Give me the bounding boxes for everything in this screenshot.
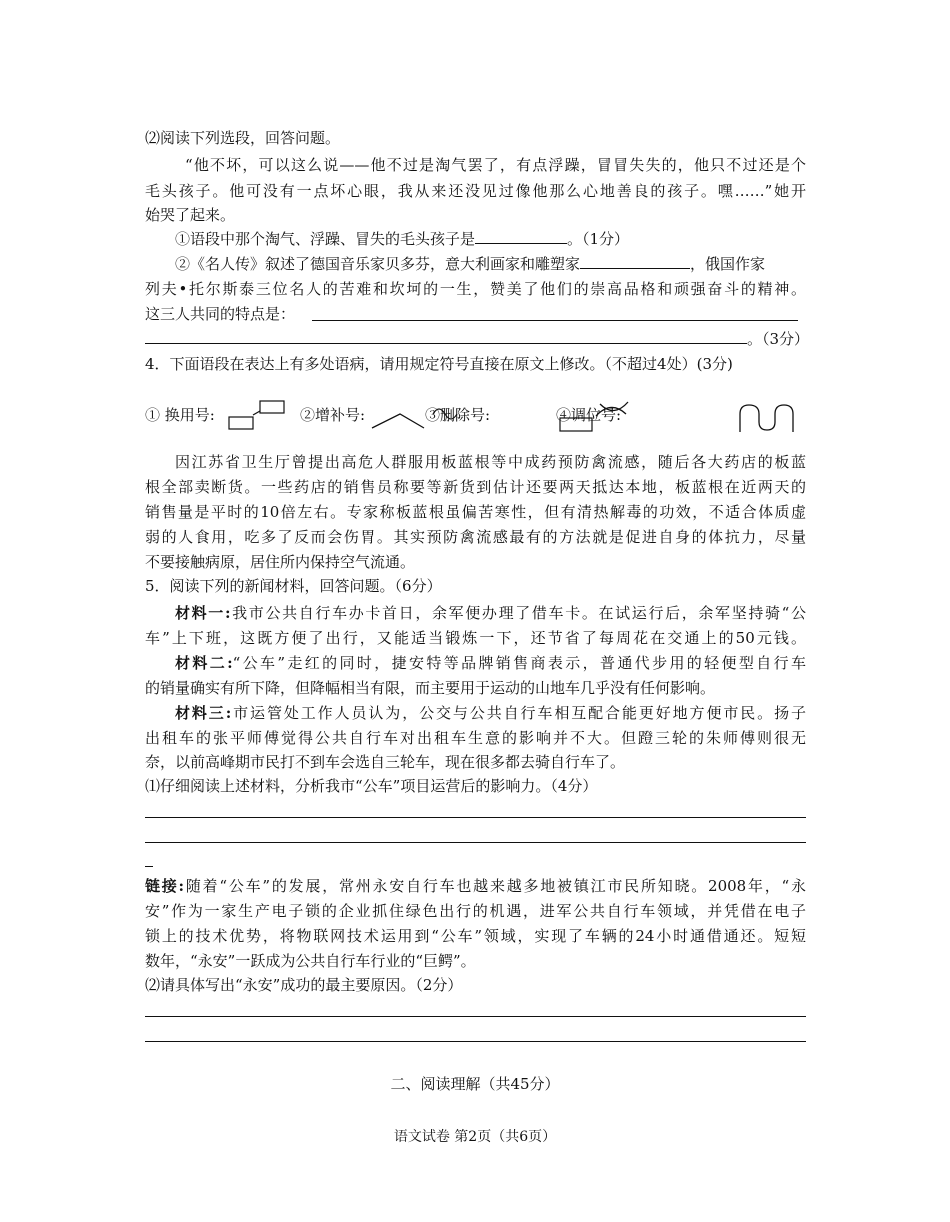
swap-mark-icon xyxy=(556,396,636,434)
link-line-2: 安”作为一家生产电子锁的企业抓住绿色出行的机遇，进军公共自行车领域，并凭借在电子 xyxy=(145,902,806,920)
link-line-1 xyxy=(145,876,806,896)
link-line-4: 数年，“永安”一跃成为公共自行车行业的“巨鳄”。 xyxy=(145,952,476,970)
answer-line-3b[interactable] xyxy=(145,329,747,344)
quote-line-1: “他不坏，可以这么说——他不过是淘气罢了，有点浮躁，冒冒失失的，他只不过还是个 xyxy=(185,156,806,174)
answer-line-5e[interactable] xyxy=(145,1041,806,1042)
link-line-3: 锁上的技术优势，将物联网技术运用到“公车”领域，实现了车辆的24小时通借通还。短短 xyxy=(145,927,806,945)
q3-2-sub1 xyxy=(175,229,629,249)
answer-blank-2[interactable] xyxy=(580,254,690,269)
material-1-line-1 xyxy=(175,603,806,623)
material-2-text: “公车”走红的同时，捷安特等品牌销售商表示，普通代步用的轻便型自行车 xyxy=(232,654,806,672)
symbol-add-label: ②增补号: xyxy=(300,406,366,424)
q3-2-sub2-line2: 列夫•托尔斯泰三位名人的苦难和坎坷的一生，赞美了他们的崇高品格和顽强奋斗的精神。 xyxy=(145,280,806,298)
answer-line-5b[interactable] xyxy=(145,842,806,843)
transpose-curve-icon xyxy=(735,400,799,434)
sub2-prompt: ②《名人传》叙述了德国音乐家贝多芬，意大利画家和雕塑家 xyxy=(175,255,581,273)
q4-para-line-4: 弱的人食用，吃多了反而会伤胃。其实预防禽流感最有的方法就是促进自身的体抗力，尽量 xyxy=(145,528,806,546)
sub2-prompt-cont: ，俄国作家 xyxy=(690,255,766,273)
symbol-swap-label: ④调位号: xyxy=(556,406,622,424)
answer-line-5a[interactable] xyxy=(145,817,806,818)
answer-line-5c[interactable] xyxy=(145,866,153,867)
material-1-label: 材料一: xyxy=(175,604,231,622)
q3-2-intro: ⑵阅读下列选段，回答问题。 xyxy=(145,129,341,147)
q5-sub2: ⑵请具体写出“永安”成功的最主要原因。（2分） xyxy=(145,976,463,994)
q3-2-sub2-line4 xyxy=(145,329,810,349)
material-3-line-1 xyxy=(175,703,806,723)
answer-line-3a[interactable] xyxy=(312,320,798,321)
q4-para-line-1: 因江苏省卫生厅曾提出高危人群服用板蓝根等中成药预防禽流感，随后各大药店的板蓝 xyxy=(175,453,806,471)
q4-title: 4．下面语段在表达上有多处语病，请用规定符号直接在原文上修改。（不超过4处）(3分) xyxy=(145,355,733,373)
material-2-label: 材料二: xyxy=(175,654,233,672)
delete-mark-icon xyxy=(425,398,461,432)
q3-2-sub2-line3: 这三人共同的特点是： xyxy=(145,305,296,323)
q3-2-sub2-line1 xyxy=(175,254,806,274)
q4-para-line-2: 根全部卖断货。一些药店的销售员称要等新货到估计还要两天抵达本地，板蓝根在近两天的 xyxy=(145,478,806,496)
sub1-score: 。（1分） xyxy=(567,230,630,248)
material-2-line-2: 的销量确实有所下降，但降幅相当有限，而主要用于运动的山地车几乎没有任何影响。 xyxy=(145,679,716,697)
answer-line-5d[interactable] xyxy=(145,1016,806,1017)
material-3-label: 材料三: xyxy=(175,704,232,722)
q4-para-line-3: 销售量是平时的10倍左右。专家称板蓝根虽偏苦寒性，但有清热解毒的功效，不适合体质虚 xyxy=(145,503,806,521)
symbol-delete-label: ③删除号: xyxy=(425,406,491,424)
section-heading: 二、阅读理解（共45分） xyxy=(390,1075,560,1093)
symbol-replace-label: ① 换用号: xyxy=(145,406,215,424)
link-label: 链接: xyxy=(145,877,185,895)
material-3-line-2: 出租车的张平师傅觉得公共自行车对出租车生意的影响并不大。但蹬三轮的朱师傅则很无 xyxy=(145,729,806,747)
sub2-score: 。（3分） xyxy=(747,330,810,348)
replace-mark-icon xyxy=(226,398,288,432)
material-1-line-2: 车”上下班，这既方便了出行，又能适当锻炼一下，还节省了每周花在交通上的50元钱。 xyxy=(145,629,806,647)
q4-para-line-5: 不要接触病原，居住所内保持空气流通。 xyxy=(145,553,416,571)
sub1-prompt: ①语段中那个淘气、浮躁、冒失的毛头孩子是 xyxy=(175,230,476,248)
quote-line-2: 毛头孩子。他可没有一点坏心眼，我从来还没见过像他那么心地善良的孩子。嘿……”她开 xyxy=(145,182,806,200)
answer-blank-1[interactable] xyxy=(475,229,567,244)
q5-title: 5．阅读下列的新闻材料，回答问题。（6分） xyxy=(145,577,442,595)
material-1-text: 我市公共自行车办卡首日，余军便办理了借车卡。在试运行后，余军坚持骑“公 xyxy=(230,604,806,622)
link-text: 随着“公车”的发展，常州永安自行车也越来越多地被镇江市民所知晓。2008年，“永 xyxy=(184,877,806,895)
quote-line-3: 始哭了起来。 xyxy=(145,206,236,224)
insert-mark-icon xyxy=(368,398,428,432)
page-footer: 语文试卷 第2页（共6页） xyxy=(393,1129,557,1145)
material-2-line-1 xyxy=(175,653,806,673)
q5-sub1: ⑴仔细阅读上述材料，分析我市“公车”项目运营后的影响力。（4分） xyxy=(145,777,598,795)
material-3-line-3: 奈，以前高峰期市民打不到车会选自三轮车，现在很多都去骑自行车了。 xyxy=(145,753,626,771)
material-3-text: 市运管处工作人员认为，公交与公共自行车相互配合能更好地方便市民。扬子 xyxy=(231,704,806,722)
